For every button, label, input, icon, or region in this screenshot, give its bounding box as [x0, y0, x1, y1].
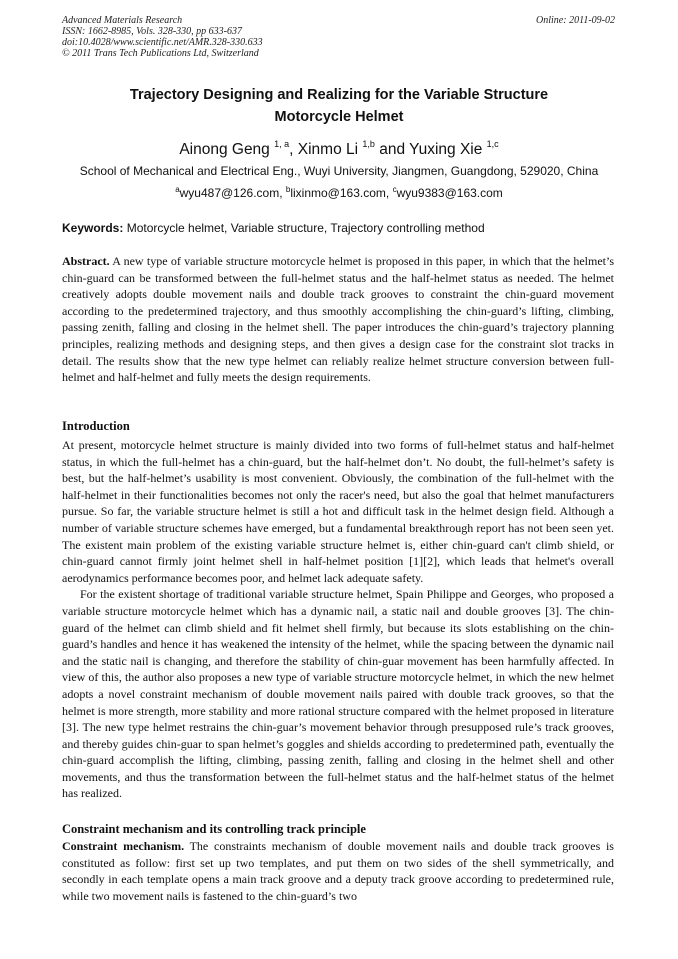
title-line-2: Motorcycle Helmet: [274, 109, 404, 125]
email-list: [62, 185, 616, 200]
author-name: Yuxing Xie: [409, 141, 483, 158]
constraint-body: [62, 838, 614, 904]
author-affil-mark: 1,b: [362, 139, 375, 149]
author-separator: and: [379, 141, 410, 158]
introduction-body: [62, 437, 614, 802]
paper-title: [62, 84, 616, 128]
copyright-line: © 2011 Trans Tech Publications Ltd, Switzerland: [62, 48, 259, 59]
abstract-label: Abstract.: [62, 254, 110, 268]
issn-line: ISSN: 1662-8985, Vols. 328-330, pp 633-637: [62, 26, 242, 37]
email-mark: b: [285, 185, 291, 194]
author-name: Xinmo Li: [297, 141, 359, 158]
email-mark: c: [392, 185, 397, 194]
email-address[interactable]: wyu487@126.com,: [179, 186, 286, 200]
abstract-text: A new type of variable structure motorcycle helmet is proposed in this paper, in which that the helmet’s chin-guard can be transformed between the full-helmet status and the half-helmet status as needed. The helmet creatively adopts double movement nails and double track grooves to constraint the chin-guard movement according to the predetermined trajectory, and thus smoothly accomplishing the chin-guard’s lifting, climbing, passing zenith, falling and closing in the helmet shell. The paper introduces the chin-guard’s trajectory planning principles, realizing methods and designing steps, and then gives a design case for the constraint slot tracks in detail. The results show that the new type helmet can reliably realize helmet structure conversion between full-helmet and half-helmet and fully meets the design requirements.: [62, 254, 614, 385]
title-line-1: Trajectory Designing and Realizing for the Variable Structure: [129, 87, 549, 103]
doi-line[interactable]: doi:10.4028/www.scientific.net/AMR.328-330.633: [62, 37, 263, 48]
paragraph: For the existent shortage of traditional variable structure helmet, Spain Philippe and Georges, who proposed a variable structure motorcycle helmet which has a dynamic nail, a static nail and double grooves [3]. The chin-guard of the helmet can climb shield and fit helmet shell firmly, but because its slots establishing on the chin-guard’s handles and hence it has weakened the intensity of the helmet, while the spacing between the dynamic nail and the static nail is changing, and therefore the stability of chin-guar movement has been harmfully affected. In view of this, the author also proposes a new type of variable structure motorcycle helmet, in which the new helmet adopts a novel constraint mechanism of double movement nails paired with double track grooves, so that the helmet is more strength, more stability and more rational structure compared with the helmet proposed in literature [3]. The new type helmet restrains the chin-guar’s movement behavior through presupposed rule’s track grooves, and thereby guides chin-guar to span helmet’s goggles and shields according to predetermined path, eventually the chin-guard accomplish the lifting, climbing, passing zenith, falling and closing in the helmet shell and other movements, and thus the transformation between the full-helmet status and the half-helmet status of the helmet has realized.: [62, 587, 614, 801]
section-heading-constraint: Constraint mechanism and its controlling track principle: [62, 822, 366, 836]
email-address[interactable]: wyu9383@163.com: [396, 186, 503, 200]
section-heading-introduction: Introduction: [62, 419, 130, 433]
author-affil-mark: 1,c: [486, 139, 499, 149]
online-date: Online: 2011-09-02: [536, 15, 615, 26]
author-list: [62, 139, 616, 159]
keywords-label: Keywords:: [62, 221, 124, 235]
paragraph: At present, motorcycle helmet structure is mainly divided into two forms of full-helmet status and half-helmet status, in which the full-helmet has a chin-guard, but the half-helmet don’t. No doubt, the full-helmet’s safety is best, but the half-helmet’s usability is most convenient. Obviously, the combination of the full-helmet with the half-helmet in their functionalities becomes not only the racer's need, but also the goal that helmet manufacturers pursue. So far, the variable structure helmet is still a hot and difficult task in the helmet design field. Although a number of variable structure schemes have emerged, but a fundamental breakthrough report has not been seen yet. The existent main problem of the existing variable structure helmet is, either chin-guard can't climb shield, or chin-guard cannot firmly joint helmet shell in half-helmet position [1][2], which leads that helmet's overall aerodynamics performance becomes poor, and helmet lack adequate safety.: [62, 438, 614, 585]
keywords: [62, 221, 616, 235]
email-address[interactable]: lixinmo@163.com,: [290, 186, 393, 200]
abstract: [62, 253, 614, 386]
author-separator: ,: [289, 141, 298, 158]
journal-name: Advanced Materials Research: [62, 15, 183, 26]
keywords-text: Motorcycle helmet, Variable structure, Trajectory controlling method: [123, 221, 485, 235]
journal-header: [62, 15, 615, 59]
author-affil-mark: 1, a: [274, 139, 290, 149]
email-mark: a: [175, 185, 180, 194]
author-name: Ainong Geng: [179, 141, 270, 158]
affiliation: School of Mechanical and Electrical Eng., Wuyi University, Jiangmen, Guangdong, 529020, China: [79, 164, 599, 178]
paragraph: The constraints mechanism of double movement nails and double track grooves is constituted as follow: first set up two templates, and put them on two sides of the shell symmetrically, and secondly in each template opens a main track groove and a deputy track groove according to predetermined rule, while two movement nails is fastened to the chin-guard’s two: [62, 839, 614, 903]
subsection-label: Constraint mechanism.: [62, 839, 185, 853]
